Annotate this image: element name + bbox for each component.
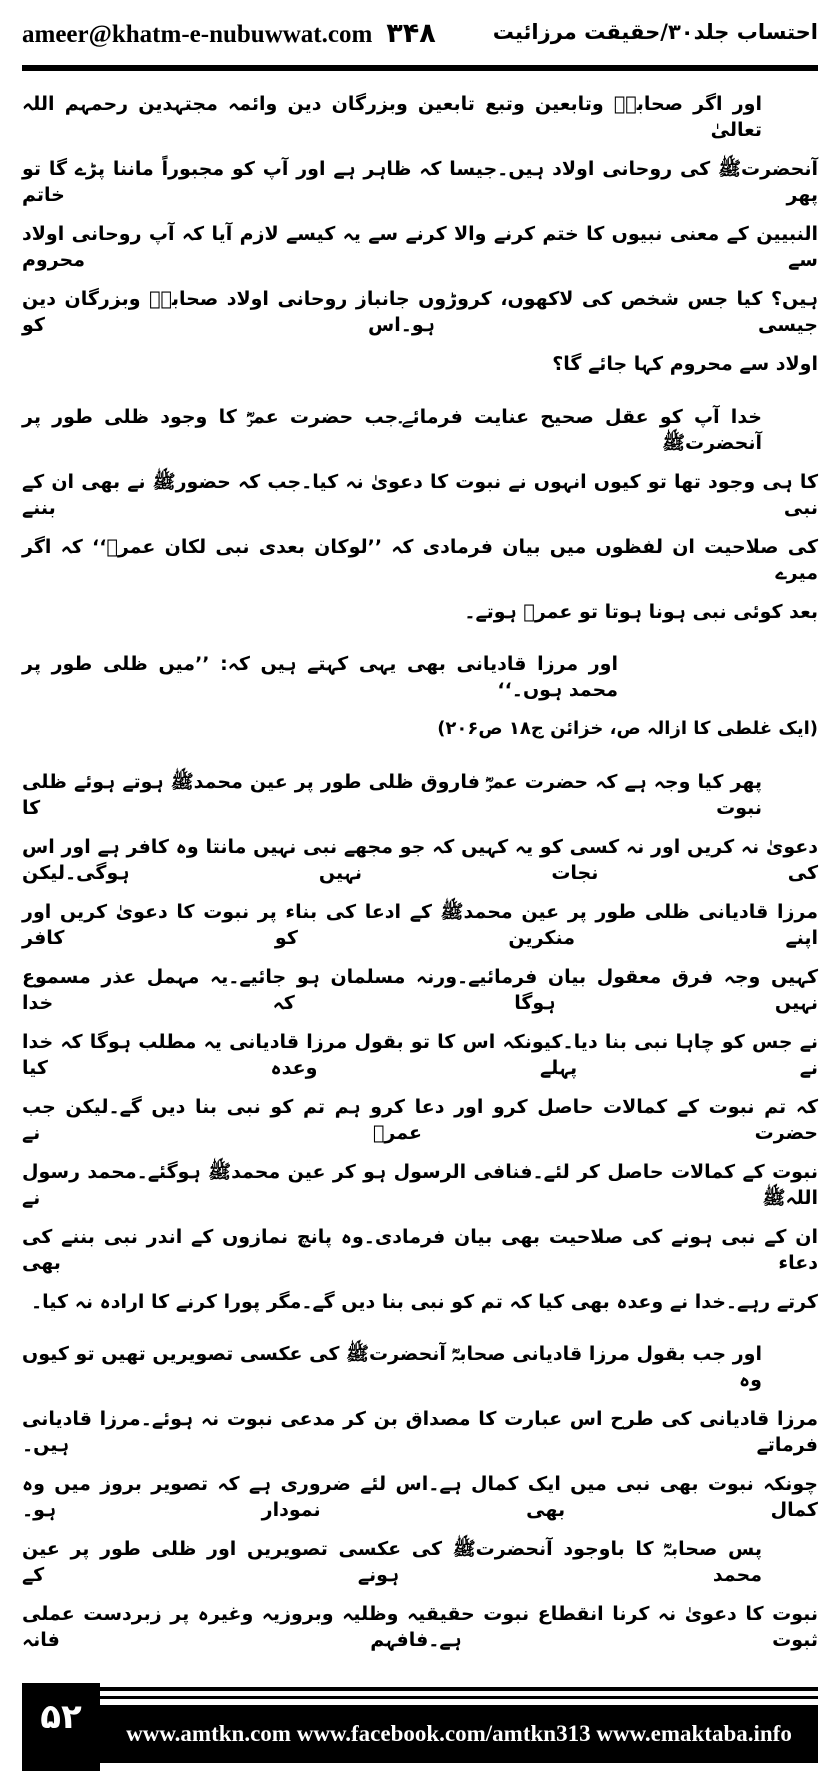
page-footer — [22, 1683, 818, 1775]
text-line: مرزا قادیانی ظلی طور پر عین محمدﷺ کے ادعا کی بناء پر نبوت کا دعویٰ کریں اور اپنے منکرین کو کافر — [22, 900, 818, 949]
text-line: نبوت کا دعویٰ نہ کرنا انقطاع نبوت حقیقیہ وظلیہ وبروزیہ وغیرہ پر زبردست عملی ثبوت ہے۔فافہم فانہ — [22, 1603, 818, 1652]
header-email — [22, 18, 436, 49]
footer-page-number: ۵۲ — [22, 1683, 100, 1771]
text-line: کہیں وجہ فرق معقول بیان فرمائیے۔ورنہ مسلمان ہو جائیے۔یہ مہمل عذر مسموع نہیں ہوگا کہ خدا — [22, 965, 818, 1014]
email-text: ameer@khatm-e-nubuwwat.com — [22, 21, 373, 48]
page-number: ۳۴۸ — [386, 18, 436, 49]
text-line: خدا آپ کو عقل صحیح عنایت فرمائے۔جب حضرت عمرؓ کا وجود ظلی طور پر آنحضرتﷺ — [22, 405, 762, 454]
text-line: کی صلاحیت ان لفظوں میں بیان فرمادی کہ ’’لوکان بعدی نبی لکان عمرؓ‘‘ کہ اگر میرے — [22, 535, 818, 584]
text-line: اور جب بقول مرزا قادیانی صحابہؓ آنحضرتﷺ کی عکسی تصویریں تھیں تو کیوں وہ — [22, 1343, 762, 1392]
reference-citation: (ایک غلطی کا ازالہ ص، خزائن ج۱۸ ص۲۰۶) — [437, 718, 818, 740]
text-line: نے جس کو چاہا نبی بنا دیا۔کیونکہ اس کا تو بقول مرزا قادیانی یہ مطلب ہوگا کہ خدا نے پہلے وعدہ کیا — [22, 1030, 818, 1079]
text-line: ان کے نبی ہونے کی صلاحیت بھی بیان فرمادی۔وہ پانچ نمازوں کے اندر نبی بننے کی دعاء بھی — [22, 1225, 818, 1274]
text-line: دعویٰ نہ کریں اور نہ کسی کو یہ کہیں کہ جو مجھے نبی نہیں مانتا وہ کافر ہے اور اس کی نجات نہیں ہوگی۔لیکن — [22, 835, 818, 884]
book-title: احتساب جلد۳۰/حقیقت مرزائیت — [492, 20, 818, 44]
text-line: کہ تم نبوت کے کمالات حاصل کرو اور دعا کرو ہم تم کو نبی بنا دیں گے۔لیکن جب حضرت عمرؓ نے — [22, 1095, 818, 1144]
text-line: نبوت کے کمالات حاصل کر لئے۔فنافی الرسول ہو کر عین محمدﷺ ہوگئے۔محمد رسول اللہﷺ نے — [22, 1160, 818, 1209]
page-body — [22, 78, 818, 1653]
quote-line: اور مرزا قادیانی بھی یہی کہتے ہیں کہ: ’’میں ظلی طور پر محمد ہوں۔‘‘ — [22, 653, 618, 702]
text-line: اور اگر صحابہؓ وتابعین وتبع تابعین وبزرگان دین وائمہ مجتہدین رحمہم اللہ تعالیٰ — [22, 93, 762, 141]
text-line: چونکہ نبوت بھی نبی میں ایک کمال ہے۔اس لئے ضروری ہے کہ تصویر بروز میں وہ کمال بھی نمودار ہو۔ — [22, 1473, 818, 1522]
footer-rule — [100, 1696, 818, 1699]
page-header — [22, 0, 818, 78]
footer-rule — [100, 1687, 818, 1691]
text-line: آنحضرتﷺ کی روحانی اولاد ہیں۔جیسا کہ ظاہر ہے اور آپ کو مجبوراً ماننا پڑے گا تو پھر خاتم — [22, 158, 818, 206]
text-line: مرزا قادیانی کی طرح اس عبارت کا مصداق بن کر مدعی نبوت نہ ہوئے۔مرزا قادیانی فرماتے ہیں۔ — [22, 1408, 818, 1457]
text-line: پھر کیا وجہ ہے کہ حضرت عمرؓ فاروق ظلی طور پر عین محمدﷺ ہوتے ہوئے ظلی نبوت کا — [22, 770, 762, 819]
text-line: پس صحابہؓ کا باوجود آنحضرتﷺ کی عکسی تصویریں اور ظلی طور پر عین محمد ہونے کے — [22, 1538, 762, 1587]
text-line: کرتے رہے۔خدا نے وعدہ بھی کیا کہ تم کو نبی بنا دیں گے۔مگر پورا کرنے کا ارادہ نہ کیا۔ — [31, 1290, 818, 1313]
text-line: کا ہی وجود تھا تو کیوں انہوں نے نبوت کا دعویٰ نہ کیا۔جب کہ حضورﷺ نے بھی ان کے نبی بننے — [22, 470, 818, 519]
text-line: ہیں؟ کیا جس شخص کی لاکھوں، کروڑوں جانباز روحانی اولاد صحابہؓ وبزرگان دین جیسی ہو۔اس کو — [22, 288, 818, 336]
text-line: اولاد سے محروم کہا جائے گا؟ — [552, 353, 818, 375]
footer-links: www.amtkn.com www.facebook.com/amtkn313 www.emaktaba.info — [100, 1705, 818, 1763]
text-line: بعد کوئی نبی ہونا ہوتا تو عمرؓ ہوتے۔ — [464, 600, 818, 623]
header-rule — [22, 65, 818, 71]
text-line: النبیین کے معنی نبیوں کا ختم کرنے والا کرنے سے یہ کیسے لازم آیا کہ آپ روحانی اولاد سے محروم — [22, 223, 818, 271]
